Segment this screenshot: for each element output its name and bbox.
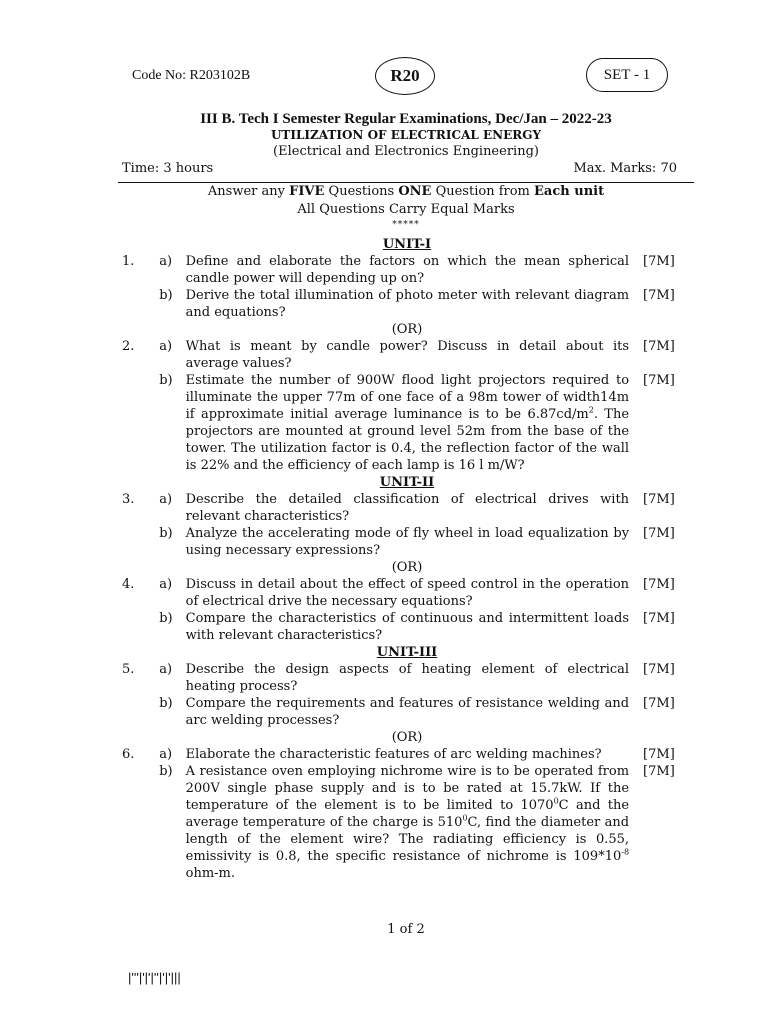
instructions-line-2: All Questions Carry Equal Marks xyxy=(297,202,515,217)
question-number: 3. xyxy=(122,492,135,507)
marks-label: [7M] xyxy=(643,492,675,507)
instructions-line-1: Answer any FIVE Questions ONE Question from Each unit xyxy=(207,184,605,199)
or-separator: (OR) xyxy=(391,560,423,575)
sub-label: a) xyxy=(159,339,173,354)
set-badge: SET - 1 xyxy=(586,58,668,92)
sub-label: a) xyxy=(159,747,173,762)
sub-label: a) xyxy=(159,492,173,507)
subject-title: UTILIZATION OF ELECTRICAL ENERGY xyxy=(270,128,542,142)
marks-label: [7M] xyxy=(643,764,675,779)
question-5b xyxy=(122,695,692,729)
marks-label: [7M] xyxy=(643,526,675,541)
marks-label: [7M] xyxy=(643,254,675,269)
header-divider xyxy=(118,182,694,183)
marks-label: [7M] xyxy=(643,373,675,388)
sub-label: a) xyxy=(159,254,173,269)
branch-name: (Electrical and Electronics Engineering) xyxy=(273,144,539,159)
question-3a xyxy=(122,491,692,525)
question-text: Elaborate the characteristic features of arc welding machines? xyxy=(185,747,602,762)
sub-label: b) xyxy=(159,696,173,711)
question-text: Define and elaborate the factors on which the mean spherical candle power will depending up on? xyxy=(185,254,630,286)
question-text: Describe the detailed classification of electrical drives with relevant characteristics? xyxy=(185,492,630,524)
question-list xyxy=(122,236,692,882)
question-text: Compare the requirements and features of resistance welding and arc welding processes? xyxy=(185,696,630,728)
barcode-mark: |'''|'|'|''|'|'||| xyxy=(128,970,181,985)
sub-label: b) xyxy=(159,373,173,388)
marks-label: [7M] xyxy=(643,577,675,592)
question-1b xyxy=(122,287,692,321)
or-separator: (OR) xyxy=(391,322,423,337)
question-text: Analyze the accelerating mode of fly wheel in load equalization by using necessary expressions? xyxy=(185,526,630,558)
question-number: 1. xyxy=(122,254,135,269)
question-4a xyxy=(122,576,692,610)
sub-label: b) xyxy=(159,764,173,779)
sub-label: b) xyxy=(159,526,173,541)
marks-label: [7M] xyxy=(643,696,675,711)
sub-label: b) xyxy=(159,288,173,303)
marks-label: [7M] xyxy=(643,288,675,303)
exam-time: Time: 3 hours xyxy=(122,161,214,176)
unit-heading-2: UNIT-II xyxy=(379,475,435,490)
marks-label: [7M] xyxy=(643,611,675,626)
question-text: Discuss in detail about the effect of speed control in the operation of electrical drive the necessary equations? xyxy=(185,577,630,609)
page-number: 1 of 2 xyxy=(387,922,425,937)
question-text: Estimate the number of 900W flood light projectors required to illuminate the upper 77m of one face of a 98m tower of width14m if approximate initial average luminance is to be $6.87cd/m^2$. The projectors are mounted at ground level 52m from the base of the tower. The utilization factor is 0.4, the reflection factor of the wall is 22% and the efficiency of each lamp is 16 l m/W? xyxy=(185,373,630,473)
question-text: Compare the characteristics of continuous and intermittent loads with relevant characteristics? xyxy=(185,611,630,643)
question-number: 2. xyxy=(122,339,135,354)
regulation-badge: R20 xyxy=(375,57,435,95)
or-separator: (OR) xyxy=(391,730,423,745)
question-3b xyxy=(122,525,692,559)
code-number: Code No: R203102B xyxy=(132,68,251,83)
question-2b xyxy=(122,372,692,474)
sub-label: b) xyxy=(159,611,173,626)
marks-label: [7M] xyxy=(643,662,675,677)
question-6b xyxy=(122,763,692,882)
question-text: What is meant by candle power? Discuss in detail about its average values? xyxy=(185,339,630,371)
question-text: Describe the design aspects of heating element of electrical heating process? xyxy=(185,662,630,694)
question-number: 6. xyxy=(122,747,135,762)
separator-stars: ***** xyxy=(392,220,420,230)
marks-label: [7M] xyxy=(643,339,675,354)
marks-label: [7M] xyxy=(643,747,675,762)
question-2a xyxy=(122,338,692,372)
question-number: 5. xyxy=(122,662,135,677)
exam-title: III B. Tech I Semester Regular Examinations, Dec/Jan – 2022-23 xyxy=(200,111,612,127)
sub-label: a) xyxy=(159,577,173,592)
question-number: 4. xyxy=(122,577,135,592)
question-5a xyxy=(122,661,692,695)
question-6a xyxy=(122,746,692,763)
sub-label: a) xyxy=(159,662,173,677)
unit-heading-1: UNIT-I xyxy=(382,237,432,252)
unit-heading-3: UNIT-III xyxy=(376,645,438,660)
question-4b xyxy=(122,610,692,644)
question-1a xyxy=(122,253,692,287)
question-text: Derive the total illumination of photo meter with relevant diagram and equations? xyxy=(185,288,630,320)
question-text: A resistance oven employing nichrome wire is to be operated from 200V single phase supply and is to be rated at 15.7kW. If the temperature of the element is to be limited to 1070$^0$C and the average temperature of the charge is $510^0C$, find the diameter and length of the element wire? The radiating efficiency is 0.55, emissivity is 0.8, the specific resistance of nichrome is $109*10^{-8}$ ohm-m. xyxy=(185,764,630,881)
max-marks: Max. Marks: 70 xyxy=(573,161,677,176)
